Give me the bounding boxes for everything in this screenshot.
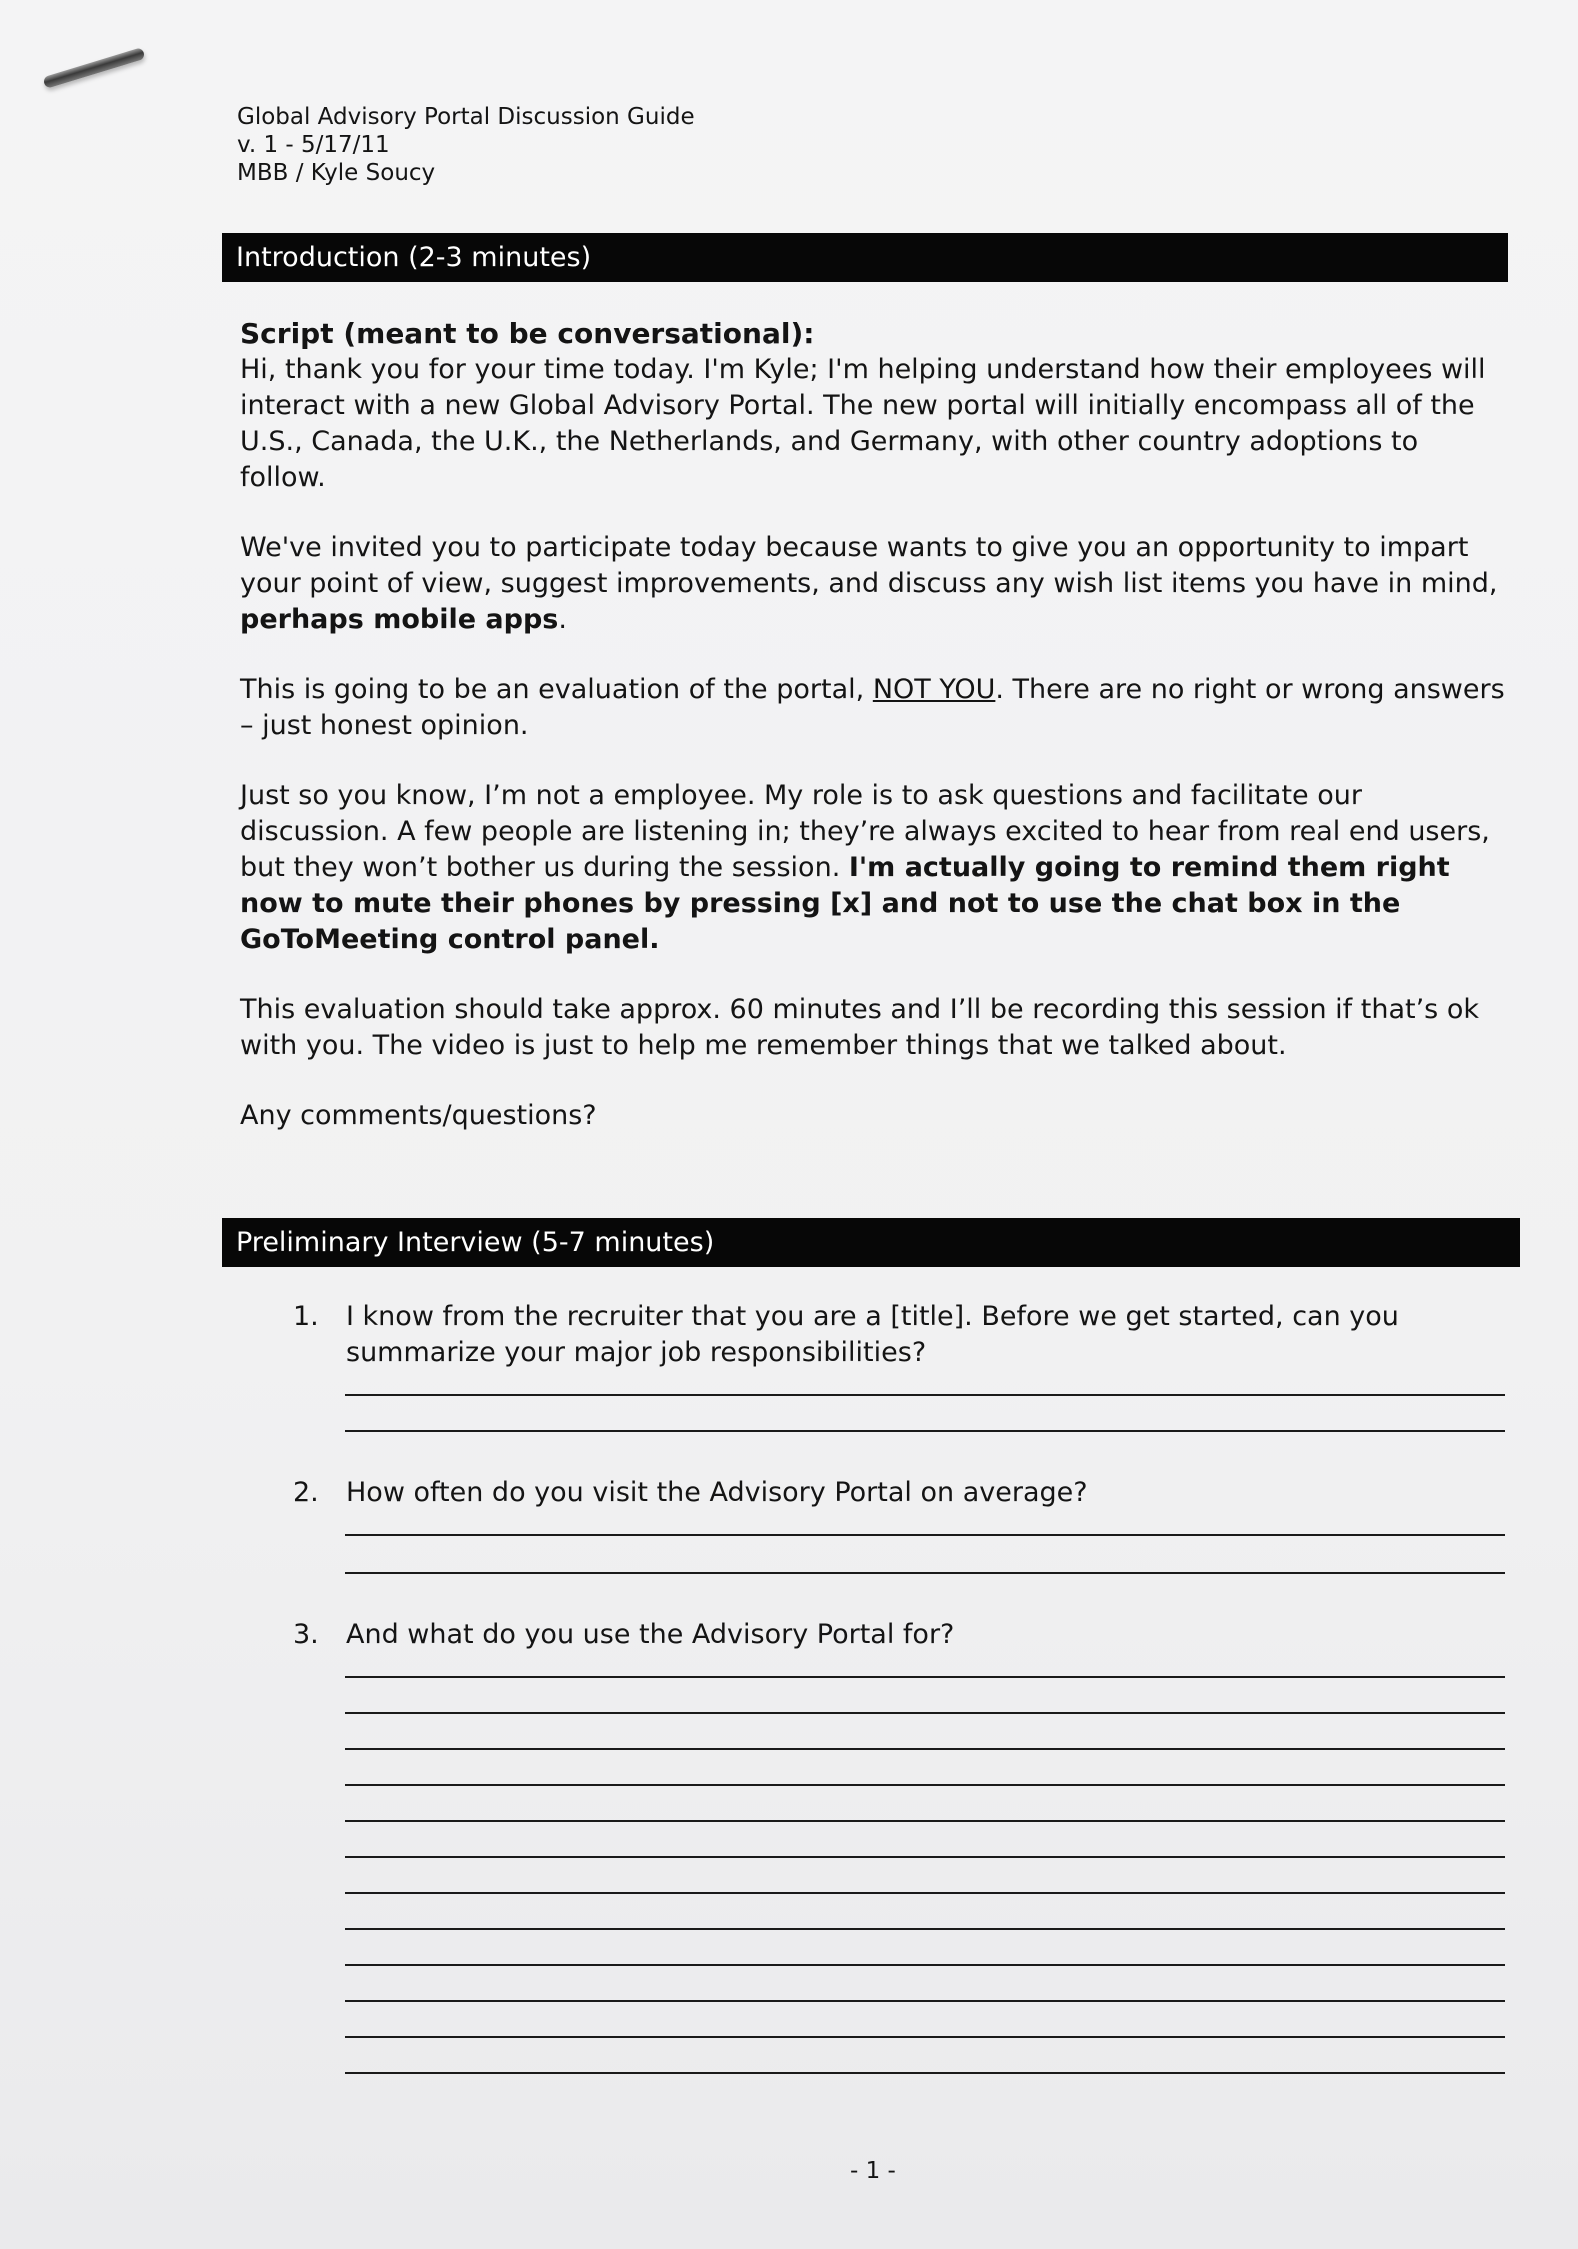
intro-paragraph-2-end: . [558,604,567,635]
intro-paragraph-4 [240,778,1510,958]
answer-line[interactable] [345,1748,1505,1750]
answer-line[interactable] [345,1394,1505,1396]
intro-paragraph-3-a: This is going to be an evaluation of the portal, [240,674,873,705]
intro-paragraph-3-b: . There are no right or wrong answers – just honest opinion. [240,674,1505,741]
answer-line[interactable] [345,1430,1505,1432]
not-you-emphasis: NOT YOU [872,674,996,705]
question-number: 1. [293,1301,319,1332]
intro-paragraph-4-text: Just so you know, I’m not a employee. My role is to ask questions and facilitate our discussion. A few people are listening in; they’re always excited to hear from real end users, but they won’t bother us during the session. [240,780,1490,883]
answer-line[interactable] [345,1892,1505,1894]
document-header [237,103,695,187]
answer-line[interactable] [345,1964,1505,1966]
document-version: v. 1 - 5/17/11 [237,132,390,158]
intro-paragraph-3 [240,672,1510,744]
intro-paragraph-6: Any comments/questions? [240,1100,597,1131]
answer-line[interactable] [345,2072,1505,2074]
intro-paragraph-2-text: We've invited you to participate today because wants to give you an opportunity to impart your point of view, suggest improvements, and discuss any wish list items you have in mind, [240,532,1498,599]
document-author: MBB / Kyle Soucy [237,160,436,186]
intro-paragraph-2 [240,530,1510,638]
section-heading-introduction: Introduction (2-3 minutes) [222,233,1508,282]
answer-line[interactable] [345,2036,1505,2038]
intro-paragraph-4-bold: I'm actually going to remind them right now to mute their phones by pressing [x] and not to use the chat box in the GoToMeeting control panel. [240,852,1450,955]
answer-line[interactable] [345,1534,1505,1536]
answer-line[interactable] [345,2000,1505,2002]
answer-line[interactable] [345,1712,1505,1714]
question-text: How often do you visit the Advisory Portal on average? [346,1477,1088,1508]
answer-line[interactable] [345,1676,1505,1678]
answer-line[interactable] [345,1928,1505,1930]
intro-paragraph-2-bold: perhaps mobile apps [240,604,559,635]
script-title: Script (meant to be conversational): [240,317,815,350]
intro-paragraph-5: This evaluation should take approx. 60 minutes and I’ll be recording this session if that’s ok with you. The video is just to help me remember things that we talked about. [240,994,1479,1061]
answer-line[interactable] [345,1856,1505,1858]
question-number: 2. [293,1477,319,1508]
intro-paragraph-1: Hi, thank you for your time today. I'm Kyle; I'm helping understand how their employees will interact with a new Global Advisory Portal. The new portal will initially encompass all of the U.S., Canada, the U.K., the Netherlands, and Germany, with other country adoptions to follow. [240,354,1486,493]
introduction-body [240,316,1510,1168]
staple [43,47,146,89]
document-title: Global Advisory Portal Discussion Guide [237,104,695,130]
question-text: I know from the recruiter that you are a [title]. Before we get started, can you summarize your major job responsibilities? [346,1301,1399,1368]
answer-line[interactable] [345,1784,1505,1786]
section-heading-preliminary: Preliminary Interview (5-7 minutes) [222,1218,1520,1267]
page-number: - 1 - [850,2158,896,2184]
answer-line[interactable] [345,1572,1505,1574]
question-text: And what do you use the Advisory Portal for? [346,1619,955,1650]
question-number: 3. [293,1619,319,1650]
answer-line[interactable] [345,1820,1505,1822]
